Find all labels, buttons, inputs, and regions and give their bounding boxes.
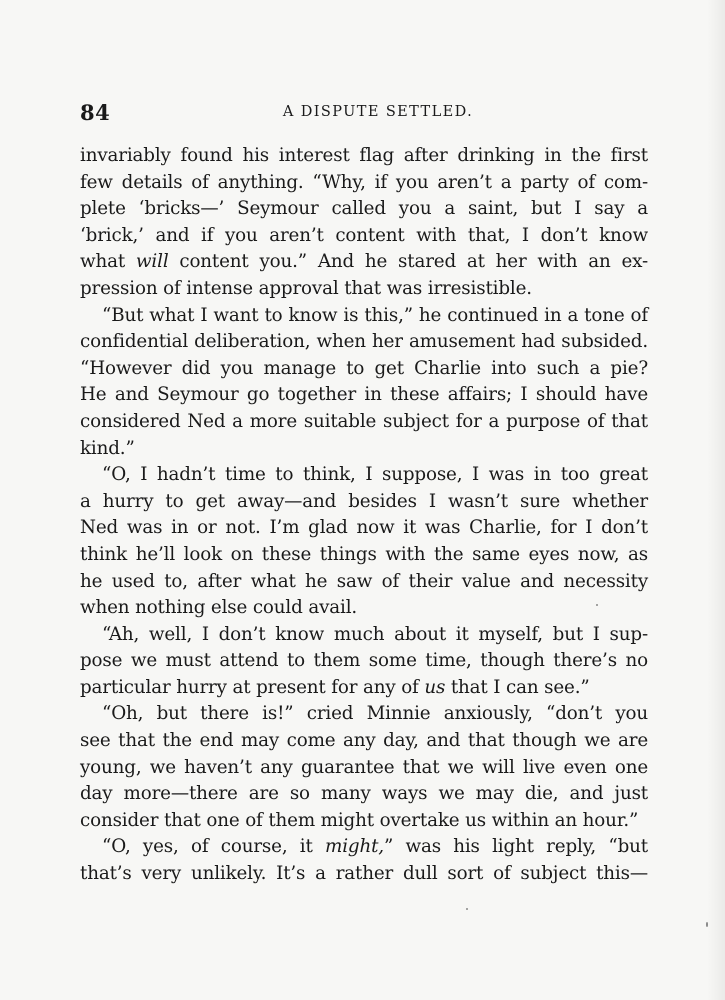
body-text — [80, 143, 648, 888]
text-line: few details of anything. “Why, if you aren’t a party of com- — [80, 171, 648, 193]
text-line: invariably found his interest flag after drinking in the first — [80, 145, 648, 166]
paper-speck — [466, 908, 468, 910]
text-line: considered Ned a more suitable subject for a purpose of that — [80, 410, 648, 432]
page-number: 84 — [80, 100, 111, 125]
text-segment: that I can see.” — [445, 676, 590, 698]
paper-speck — [596, 604, 598, 606]
text-line: day more—there are so many ways we may die, and just — [80, 783, 648, 805]
text-line: “Oh, but there is!” cried Minnie anxiously, “don’t you — [102, 703, 648, 725]
text-segment: particular hurry at present for any of — [80, 676, 425, 698]
text-line: that’s very unlikely. It’s a rather dull sort of subject this— — [80, 863, 648, 885]
italic-word: will — [135, 251, 169, 273]
text-line: “But what I want to know is this,” he continued in a tone of — [102, 304, 648, 326]
text-line: ‘brick,’ and if you aren’t content with that, I don’t know — [80, 224, 648, 246]
text-segment: what — [80, 251, 136, 273]
text-line: pose we must attend to them some time, though there’s no — [80, 650, 648, 672]
text-line: when nothing else could avail. — [80, 597, 358, 619]
text-segment: “O, yes, of course, it — [102, 836, 326, 858]
text-line: young, we haven’t any guarantee that we will live even one — [80, 756, 648, 778]
text-line: see that the end may come any day, and that though we are — [80, 730, 648, 752]
text-line: consider that one of them might overtake us within an hour.” — [80, 809, 639, 831]
text-line: kind.” — [80, 437, 135, 459]
text-line: Ned was in or not. I’m glad now it was Charlie, for I don’t — [80, 517, 648, 539]
text-line — [80, 249, 648, 276]
text-line: think he’ll look on these things with the same eyes now, as — [80, 543, 648, 565]
text-line: he used to, after what he saw of their value and necessity — [80, 570, 648, 592]
running-head: A DISPUTE SETTLED. — [282, 104, 474, 120]
text-line — [80, 834, 648, 861]
text-line: a hurry to get away—and besides I wasn’t sure whether — [80, 490, 648, 512]
text-line: “However did you manage to get Charlie into such a pie? — [80, 357, 648, 379]
italic-word: us — [424, 676, 446, 698]
text-line: plete ‘bricks—’ Seymour called you a saint, but I say a — [80, 198, 648, 220]
text-segment: content you.” And he stared at her with an ex- — [168, 251, 649, 273]
page-header — [80, 100, 648, 126]
paper-speck — [706, 922, 708, 927]
text-line: “Ah, well, I don’t know much about it myself, but I sup- — [102, 623, 648, 645]
text-line — [80, 675, 648, 702]
text-line: He and Seymour go together in these affairs; I should have — [80, 384, 648, 406]
italic-word: might, — [325, 836, 384, 858]
text-line: confidential deliberation, when her amusement had subsided. — [80, 331, 648, 353]
page-edge-shadow — [707, 0, 725, 1000]
text-line: pression of intense approval that was irresistible. — [80, 277, 532, 299]
text-line: “O, I hadn’t time to think, I suppose, I was in too great — [102, 464, 648, 486]
text-segment: ” was his light reply, “but — [383, 836, 648, 858]
